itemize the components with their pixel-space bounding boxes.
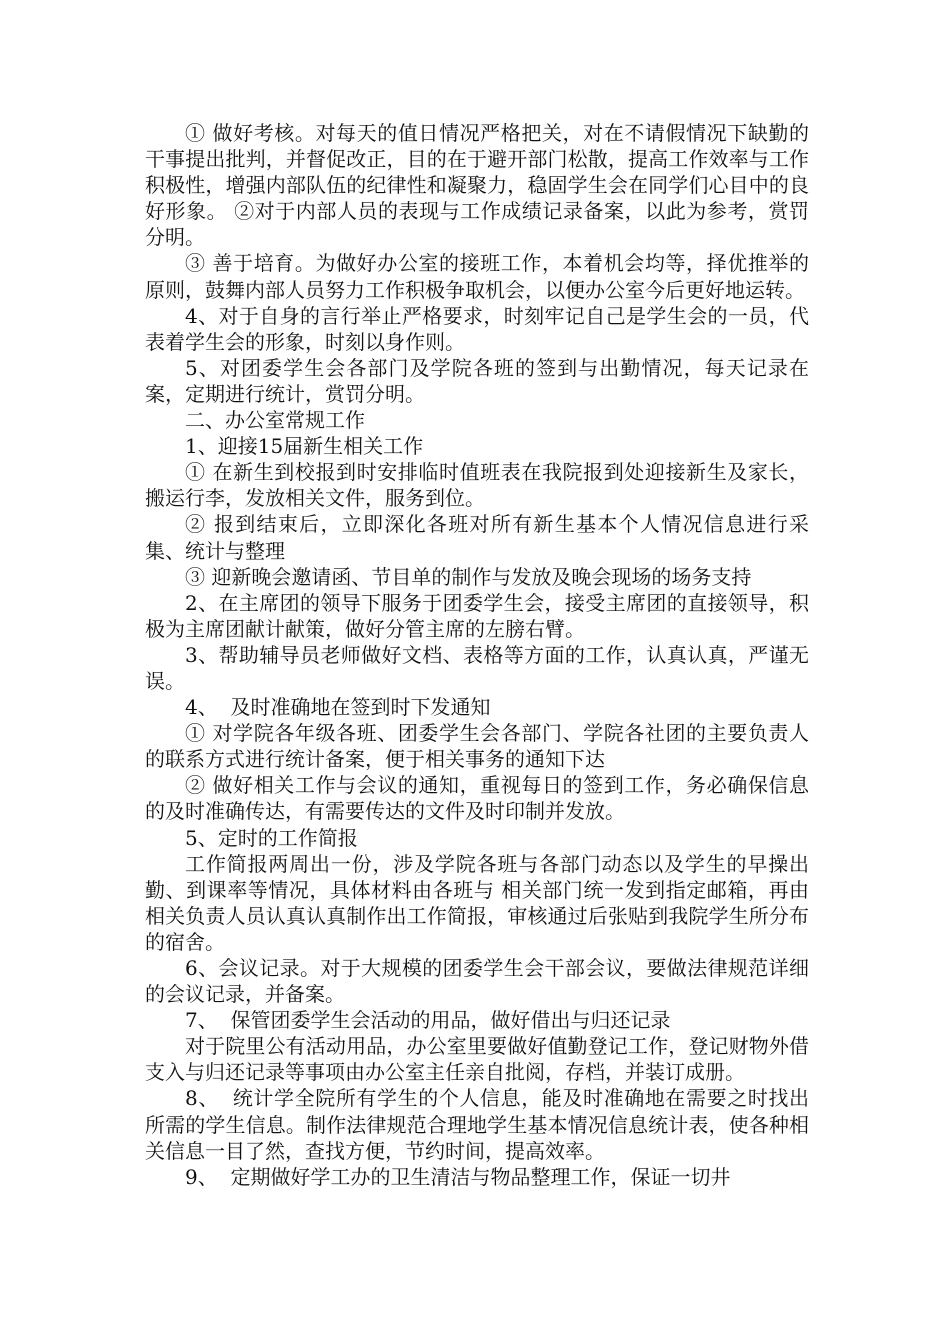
paragraph-item-3-counselor: 3、帮助辅导员老师做好文档、表格等方面的工作，认真认真，严谨无误。 xyxy=(145,642,809,693)
paragraph-meeting-notices: ② 做好相关工作与会议的通知，重视每日的签到工作，务必确保信息的及时准确传达，有需要传达的文件及时印制并发放。 xyxy=(145,773,809,824)
paragraph-item-8-student-info: 8、 统计学全院所有学生的个人信息，能及时准确地在需要之时找出所需的学生信息。制作法律规范合理地学生基本情况信息统计表，使各种相关信息一目了然，查找方便，节约时间，提高效率。 xyxy=(145,1086,809,1163)
document-body xyxy=(145,120,809,1190)
paragraph-assessment: ① 做好考核。对每天的值日情况严格把关，对在不请假情况下缺勤的干事提出批判，并督促改正，目的在于避开部门松散，提高工作效率与工作积极性，增强内部队伍的纪律性和凝聚力，稳固学生会在同学们心目中的良好形象。 ②对于内部人员的表现与工作成绩记录备案，以此为参考，赏罚分明。 xyxy=(145,121,809,250)
paragraph-item-5-attendance: 5、对团委学生会各部门及学院各班的签到与出勤情况，每天记录在案，定期进行统计，赏罚分明。 xyxy=(145,355,809,406)
paragraph-item-9-cleaning: 9、 定期做好学工办的卫生清洁与物品整理工作，保证一切井 xyxy=(185,1164,731,1189)
paragraph-item-1-freshmen: 1、迎接15届新生相关工作 xyxy=(185,434,424,459)
paragraph-freshmen-info: ② 报到结束后，立即深化各班对所有新生基本个人情况信息进行采集、统计与整理 xyxy=(145,512,809,563)
paragraph-freshmen-reception: ① 在新生到校报到时安排临时值班表在我院报到处迎接新生及家长，搬运行李，发放相关文件，服务到位。 xyxy=(145,460,809,511)
paragraph-item-5-briefing: 5、定时的工作简报 xyxy=(185,825,358,850)
paragraph-welcome-party: ③ 迎新晚会邀请函、节目单的制作与发放及晚会现场的场务支持 xyxy=(185,564,752,589)
paragraph-item-7-supplies: 7、 保管团委学生会活动的用品，做好借出与归还记录 xyxy=(185,1008,671,1033)
paragraph-supplies-details: 对于院里公有活动用品，办公室里要做好值勤登记工作，登记财物外借支入与归还记录等事项由办公室主任亲自批阅，存档，并装订成册。 xyxy=(145,1034,809,1085)
paragraph-briefing-details: 工作简报两周出一份，涉及学院各班与各部门动态以及学生的早操出勤、到课率等情况，具体材料由各班与 相关部门统一发到指定邮箱，再由相关负责人员认真认真制作出工作简报，审核通过后张贴到我院学生所分布的宿舍。 xyxy=(145,851,809,954)
section-heading-office-routine: 二、办公室常规工作 xyxy=(185,408,365,433)
paragraph-training: ③ 善于培育。为做好办公室的接班工作，本着机会均等，择优推举的原则，鼓舞内部人员努力工作积极争取机会，以便办公室今后更好地运转。 xyxy=(145,251,809,302)
paragraph-item-4-notices: 4、 及时准确地在签到时下发通知 xyxy=(185,695,491,720)
paragraph-item-6-minutes: 6、会议记录。对于大规模的团委学生会干部会议，要做法律规范详细的会议记录，并备案。 xyxy=(145,956,809,1007)
paragraph-contact-records: ① 对学院各年级各班、团委学生会各部门、学院各社团的主要负责人的联系方式进行统计备案，便于相关事务的通知下达 xyxy=(145,721,809,772)
paragraph-item-4-conduct: 4、对于自身的言行举止严格要求，时刻牢记自己是学生会的一员，代表着学生会的形象，时刻以身作则。 xyxy=(145,303,809,354)
paragraph-item-2-presidium: 2、在主席团的领导下服务于团委学生会，接受主席团的直接领导，积极为主席团献计献策，做好分管主席的左膀右臂。 xyxy=(145,590,809,641)
